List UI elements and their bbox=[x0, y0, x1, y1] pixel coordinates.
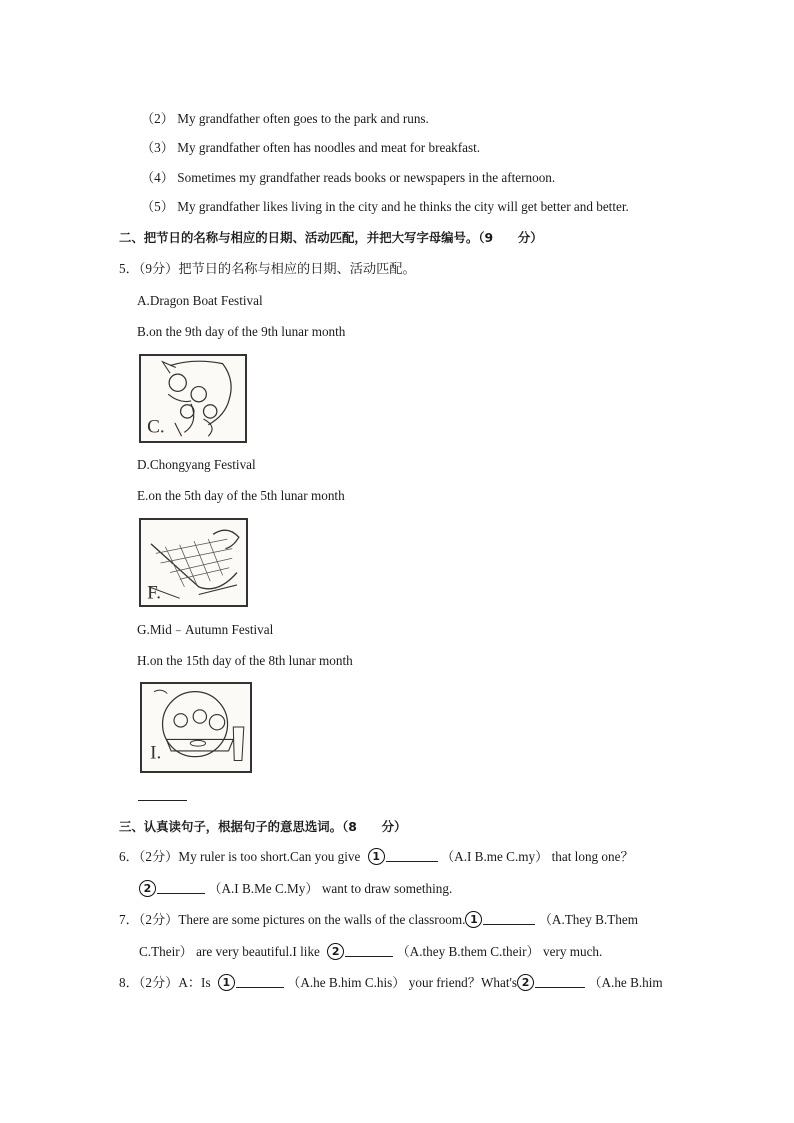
option-e: E.on the 5th day of the 5th lunar month bbox=[137, 488, 345, 503]
blank-number-1: 1 bbox=[368, 848, 385, 865]
section-3-title: 三、认真读句子，根据句子的意思选词。（8 分） bbox=[119, 819, 407, 834]
blank-number-2: 2 bbox=[327, 943, 344, 960]
option-g: G.Mid﹣Autumn Festival bbox=[137, 622, 274, 637]
option-b: B.on the 9th day of the 9th lunar month bbox=[137, 324, 346, 339]
option-h: H.on the 15th day of the 8th lunar month bbox=[137, 653, 353, 668]
answer-blank-q8-1[interactable] bbox=[236, 975, 284, 988]
question-7-text-b: （A.They B.Them bbox=[538, 912, 638, 927]
blank-number-2: 2 bbox=[517, 974, 534, 991]
item-4: （4） Sometimes my grandfather reads books or newspapers in the afternoon. bbox=[141, 170, 556, 185]
question-8-text-b: （A.he B.him C.his） your friend？What's bbox=[287, 975, 518, 990]
question-5-stem: 5．（9分）把节日的名称与相应的日期、活动匹配。 bbox=[119, 261, 416, 276]
answer-blank-q6-2[interactable] bbox=[157, 881, 205, 894]
question-8-text-c: （A.he B.him bbox=[588, 975, 663, 990]
question-8-text-a: 8．（2分）A：Is bbox=[119, 975, 211, 990]
question-6-line-2 bbox=[139, 880, 452, 898]
picture-c bbox=[139, 354, 247, 443]
section-2-title: 二、把节日的名称与相应的日期、活动匹配，并把大写字母编号。（9 分） bbox=[119, 230, 543, 245]
picture-i-label: I. bbox=[150, 742, 162, 764]
picture-c-label: C. bbox=[147, 416, 165, 438]
answer-blank-q5[interactable] bbox=[138, 800, 187, 801]
question-7-line-2 bbox=[139, 943, 602, 961]
answer-blank-q6-1[interactable] bbox=[386, 849, 438, 862]
question-7-line-1 bbox=[119, 911, 638, 929]
dragon-boat-illustration-f bbox=[141, 520, 246, 605]
answer-blank-q8-2[interactable] bbox=[535, 975, 585, 988]
item-2: （2） My grandfather often goes to the park and runs. bbox=[141, 111, 429, 126]
question-7-text-a: 7．（2分）There are some pictures on the walls of the classroom. bbox=[119, 912, 466, 927]
question-6-text-a: 6．（2分）My ruler is too short.Can you give bbox=[119, 849, 361, 864]
question-7-text-c: C.Their） are very beautiful.I like bbox=[139, 944, 320, 959]
option-a: A.Dragon Boat Festival bbox=[137, 293, 263, 308]
mid-autumn-illustration-i bbox=[142, 684, 250, 771]
blank-number-1: 1 bbox=[218, 974, 235, 991]
item-5: （5） My grandfather likes living in the city and he thinks the city will get better and better. bbox=[141, 199, 629, 214]
question-6-text-c: （A.I B.Me C.My） want to draw something. bbox=[208, 881, 453, 896]
answer-blank-q7-1[interactable] bbox=[483, 912, 535, 925]
item-3: （3） My grandfather often has noodles and meat for breakfast. bbox=[141, 140, 481, 155]
picture-i bbox=[140, 682, 252, 773]
picture-f bbox=[139, 518, 248, 607]
blank-number-1: 1 bbox=[465, 911, 482, 928]
blank-number-2: 2 bbox=[139, 880, 156, 897]
option-d: D.Chongyang Festival bbox=[137, 457, 256, 472]
family-illustration-c bbox=[141, 356, 245, 441]
answer-blank-q7-2[interactable] bbox=[345, 944, 393, 957]
question-8-line-1 bbox=[119, 974, 663, 992]
question-7-text-d: （A.they B.them C.their） very much. bbox=[396, 944, 603, 959]
question-6-line-1 bbox=[119, 848, 634, 866]
question-6-text-b: （A.I B.me C.my） that long one？ bbox=[440, 849, 634, 864]
picture-f-label: F. bbox=[147, 582, 162, 604]
